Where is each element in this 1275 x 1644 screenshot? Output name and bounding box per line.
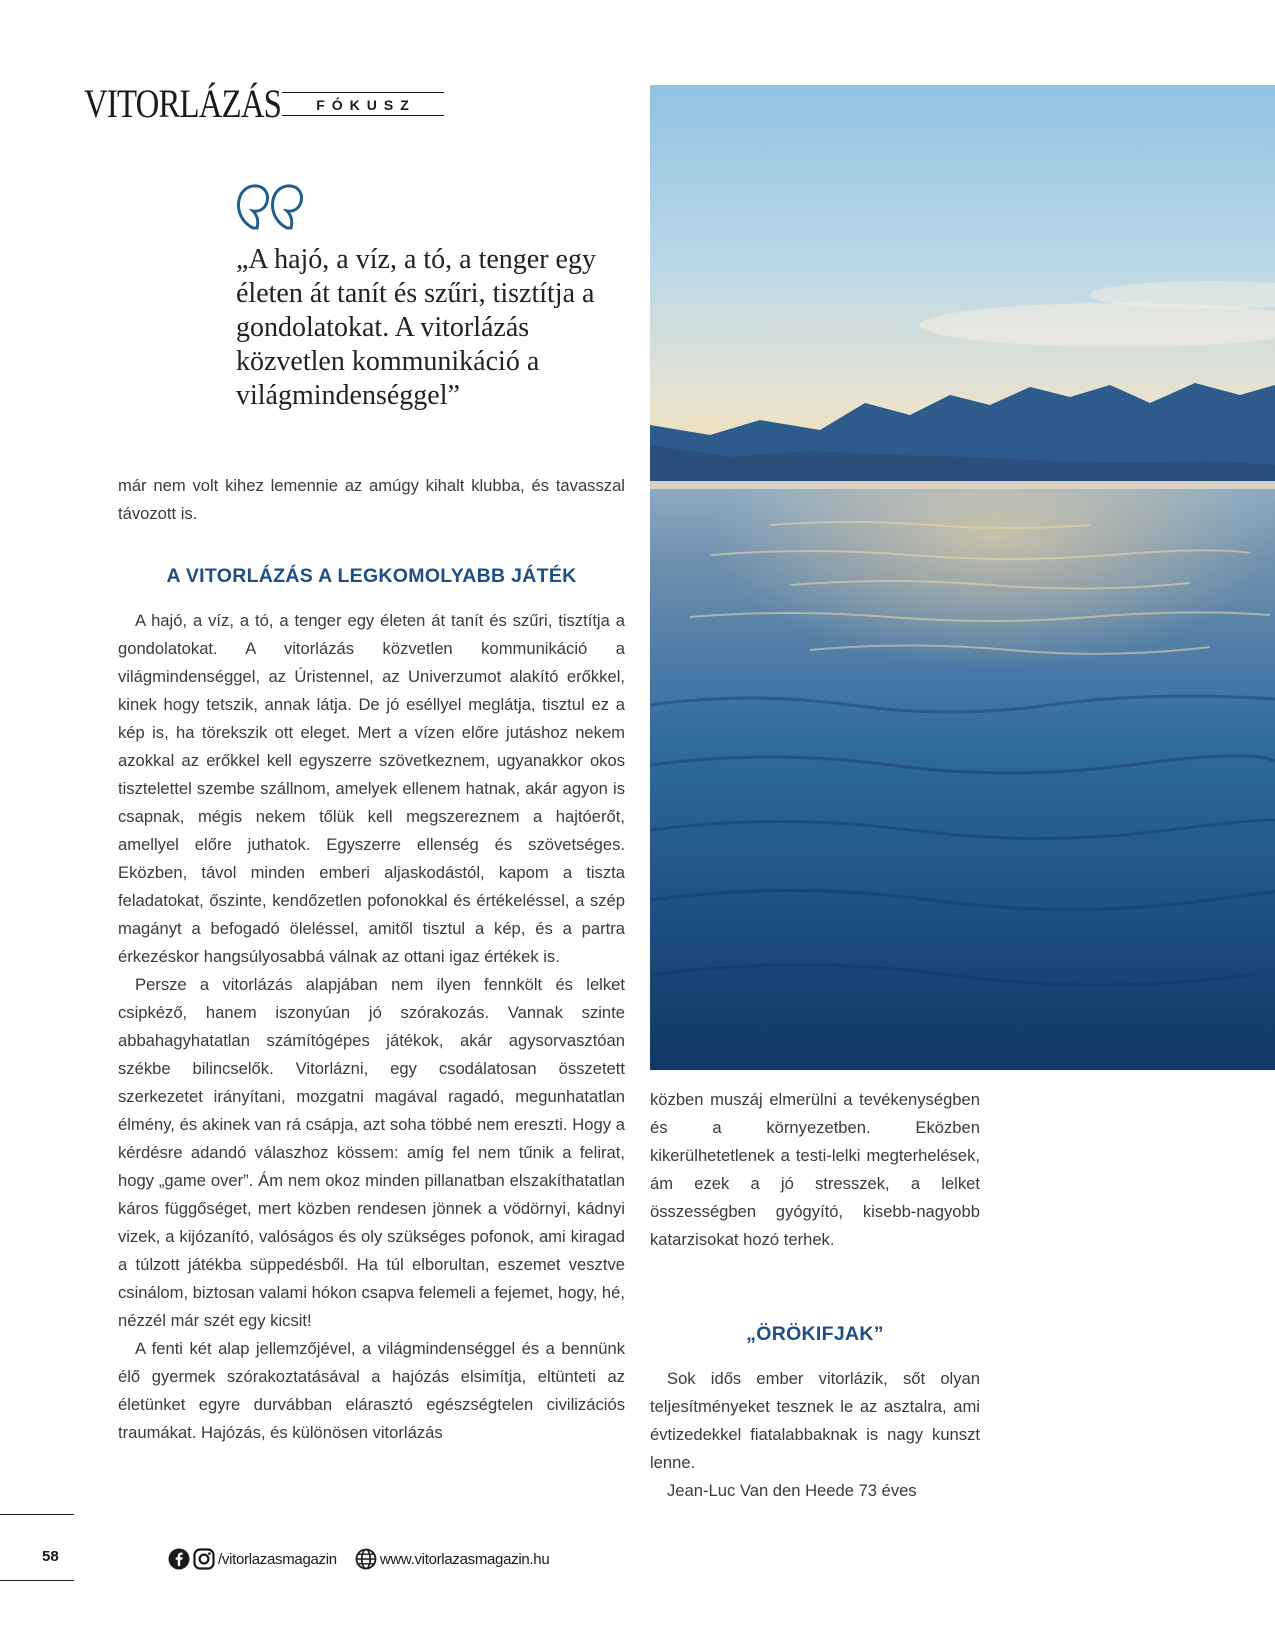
intro-fragment (118, 472, 625, 528)
article-body-right (650, 1086, 980, 1254)
body-paragraph: Sok idős ember vitorlázik, sőt olyan teljesítményeket tesznek le az asztalra, ami évtizedekkel fiatalabbaknak is nagy kunszt lenne. (650, 1369, 980, 1472)
folio-rule (0, 1580, 74, 1581)
website-link[interactable]: www.vitorlazasmagazin.hu (379, 1550, 550, 1568)
globe-icon (355, 1548, 377, 1570)
subsection-heading: „ÖRÖKIFJAK” (746, 1323, 884, 1345)
body-paragraph: A hajó, a víz, a tó, a tenger egy életen át tanít és szűri, tisztítja a gondolatokat. A vitorlázás közvetlen kommunikáció a világmindenséggel, az Úristennel, az Univerzumot alakító erőkkel, kinek hogy tetszik, annak látja. De jó eséllyel meglátja, tisztul ez a kép is, ha törekszik ott eleget. Mert a vízen előre jutáshoz nekem azokkal az erőkkel kell egyszerre szövetkeznem, ugyanakkor okos tisztelettel szembe szállnom, amelyek ellenem hatnak, akár agyon is csapnak, mégis nekem tőlük kell megszereznem a hajtóerőt, amellyel előre juthatok. Egyszerre ellenség és szövetséges. Eközben, távol minden emberi aljaskodástól, kapom a tiszta feladatokat, őszinte, kendőzetlen pofonokkal és értékeléssel, a szép magányt a befogadó öleléssel, amitől tisztul a kép, és a partra érkezéskor hangsúlyosabbá válnak az ottani igaz értékek is. (118, 611, 625, 966)
folio-rule (0, 1514, 74, 1515)
quote-icon (235, 182, 305, 239)
footer (168, 1546, 549, 1572)
facebook-icon[interactable] (168, 1548, 190, 1570)
section-tag: FÓKUSZ (282, 92, 444, 116)
continuation-paragraph: közben muszáj elmerülni a tevékenységben és a környezetben. Eközben kikerülhetetlenek a testi-lelki megterhelések, ám ezek a jó stresszek, a lelket összességben gyógyító, kisebb-nagyobb katarzisokat hozó terhek. (650, 1090, 980, 1249)
body-paragraph: Persze a vitorlázás alapjában nem ilyen fennkölt és lelket csipkéző, hanem iszonyúan jó szórakozás. Vannak szinte abbahagyhatatlan számítógépes játékok, akár agysorvasztóan székbe bilincselők. Vitorlázni, egy csodálatosan összetett szerkezetet irányítani, mozgatni magával ragadó, megunhatatlan élmény, és akinek van rá csápja, azt soha többé nem ereszti. Hogy a kérdésre adandó válaszhoz kössem: amíg fel nem tűnik a felirat, hogy „game over”. Ám nem okoz minden pillanatban elszakíthatatlan káros függőséget, mert közben rendesen jönnek a vödörnyi, kádnyi vizek, a kijózanító, valóságos és oly szükséges pofonok, ami kiragad a túlzott játékba süppedésből. Ha túl elborultan, eszemet vesztve csinálom, biztosan valami hókon csapva felemeli a fejemet, hogy, hé, nézzél már szét egy kicsit! (118, 975, 625, 1330)
article-body-right-2 (650, 1365, 980, 1505)
article-body-left (118, 607, 625, 1447)
intro-paragraph: már nem volt kihez lemennie az amúgy kihalt klubba, és tavasszal távozott is. (118, 476, 625, 523)
section-heading: A VITORLÁZÁS A LEGKOMOLYABB JÁTÉK (166, 565, 577, 587)
magazine-brand: VITORLÁZÁS (84, 81, 282, 126)
pull-quote: „A hajó, a víz, a tó, a tenger egy életen át tanít és szűri, tisztítja a gondolatokat. A vitorlázás közvetlen kommunikáció a világmindenséggel” (236, 244, 596, 411)
page-number: 58 (42, 1548, 59, 1565)
body-paragraph: A fenti két alap jellemzőjével, a világmindenséggel és a bennünk élő gyermek szórakoztatásával a hajózás elsimítja, eltünteti az életünket egyre durvábban elárasztó egészségtelen civilizációs traumákat. Hajózás, és különösen vitorlázás (118, 1339, 625, 1442)
body-paragraph: Jean-Luc Van den Heede 73 éves (667, 1481, 917, 1500)
social-handle[interactable]: /vitorlazasmagazin (218, 1550, 337, 1568)
lake-photo (650, 85, 1275, 1070)
instagram-icon[interactable] (193, 1548, 215, 1570)
